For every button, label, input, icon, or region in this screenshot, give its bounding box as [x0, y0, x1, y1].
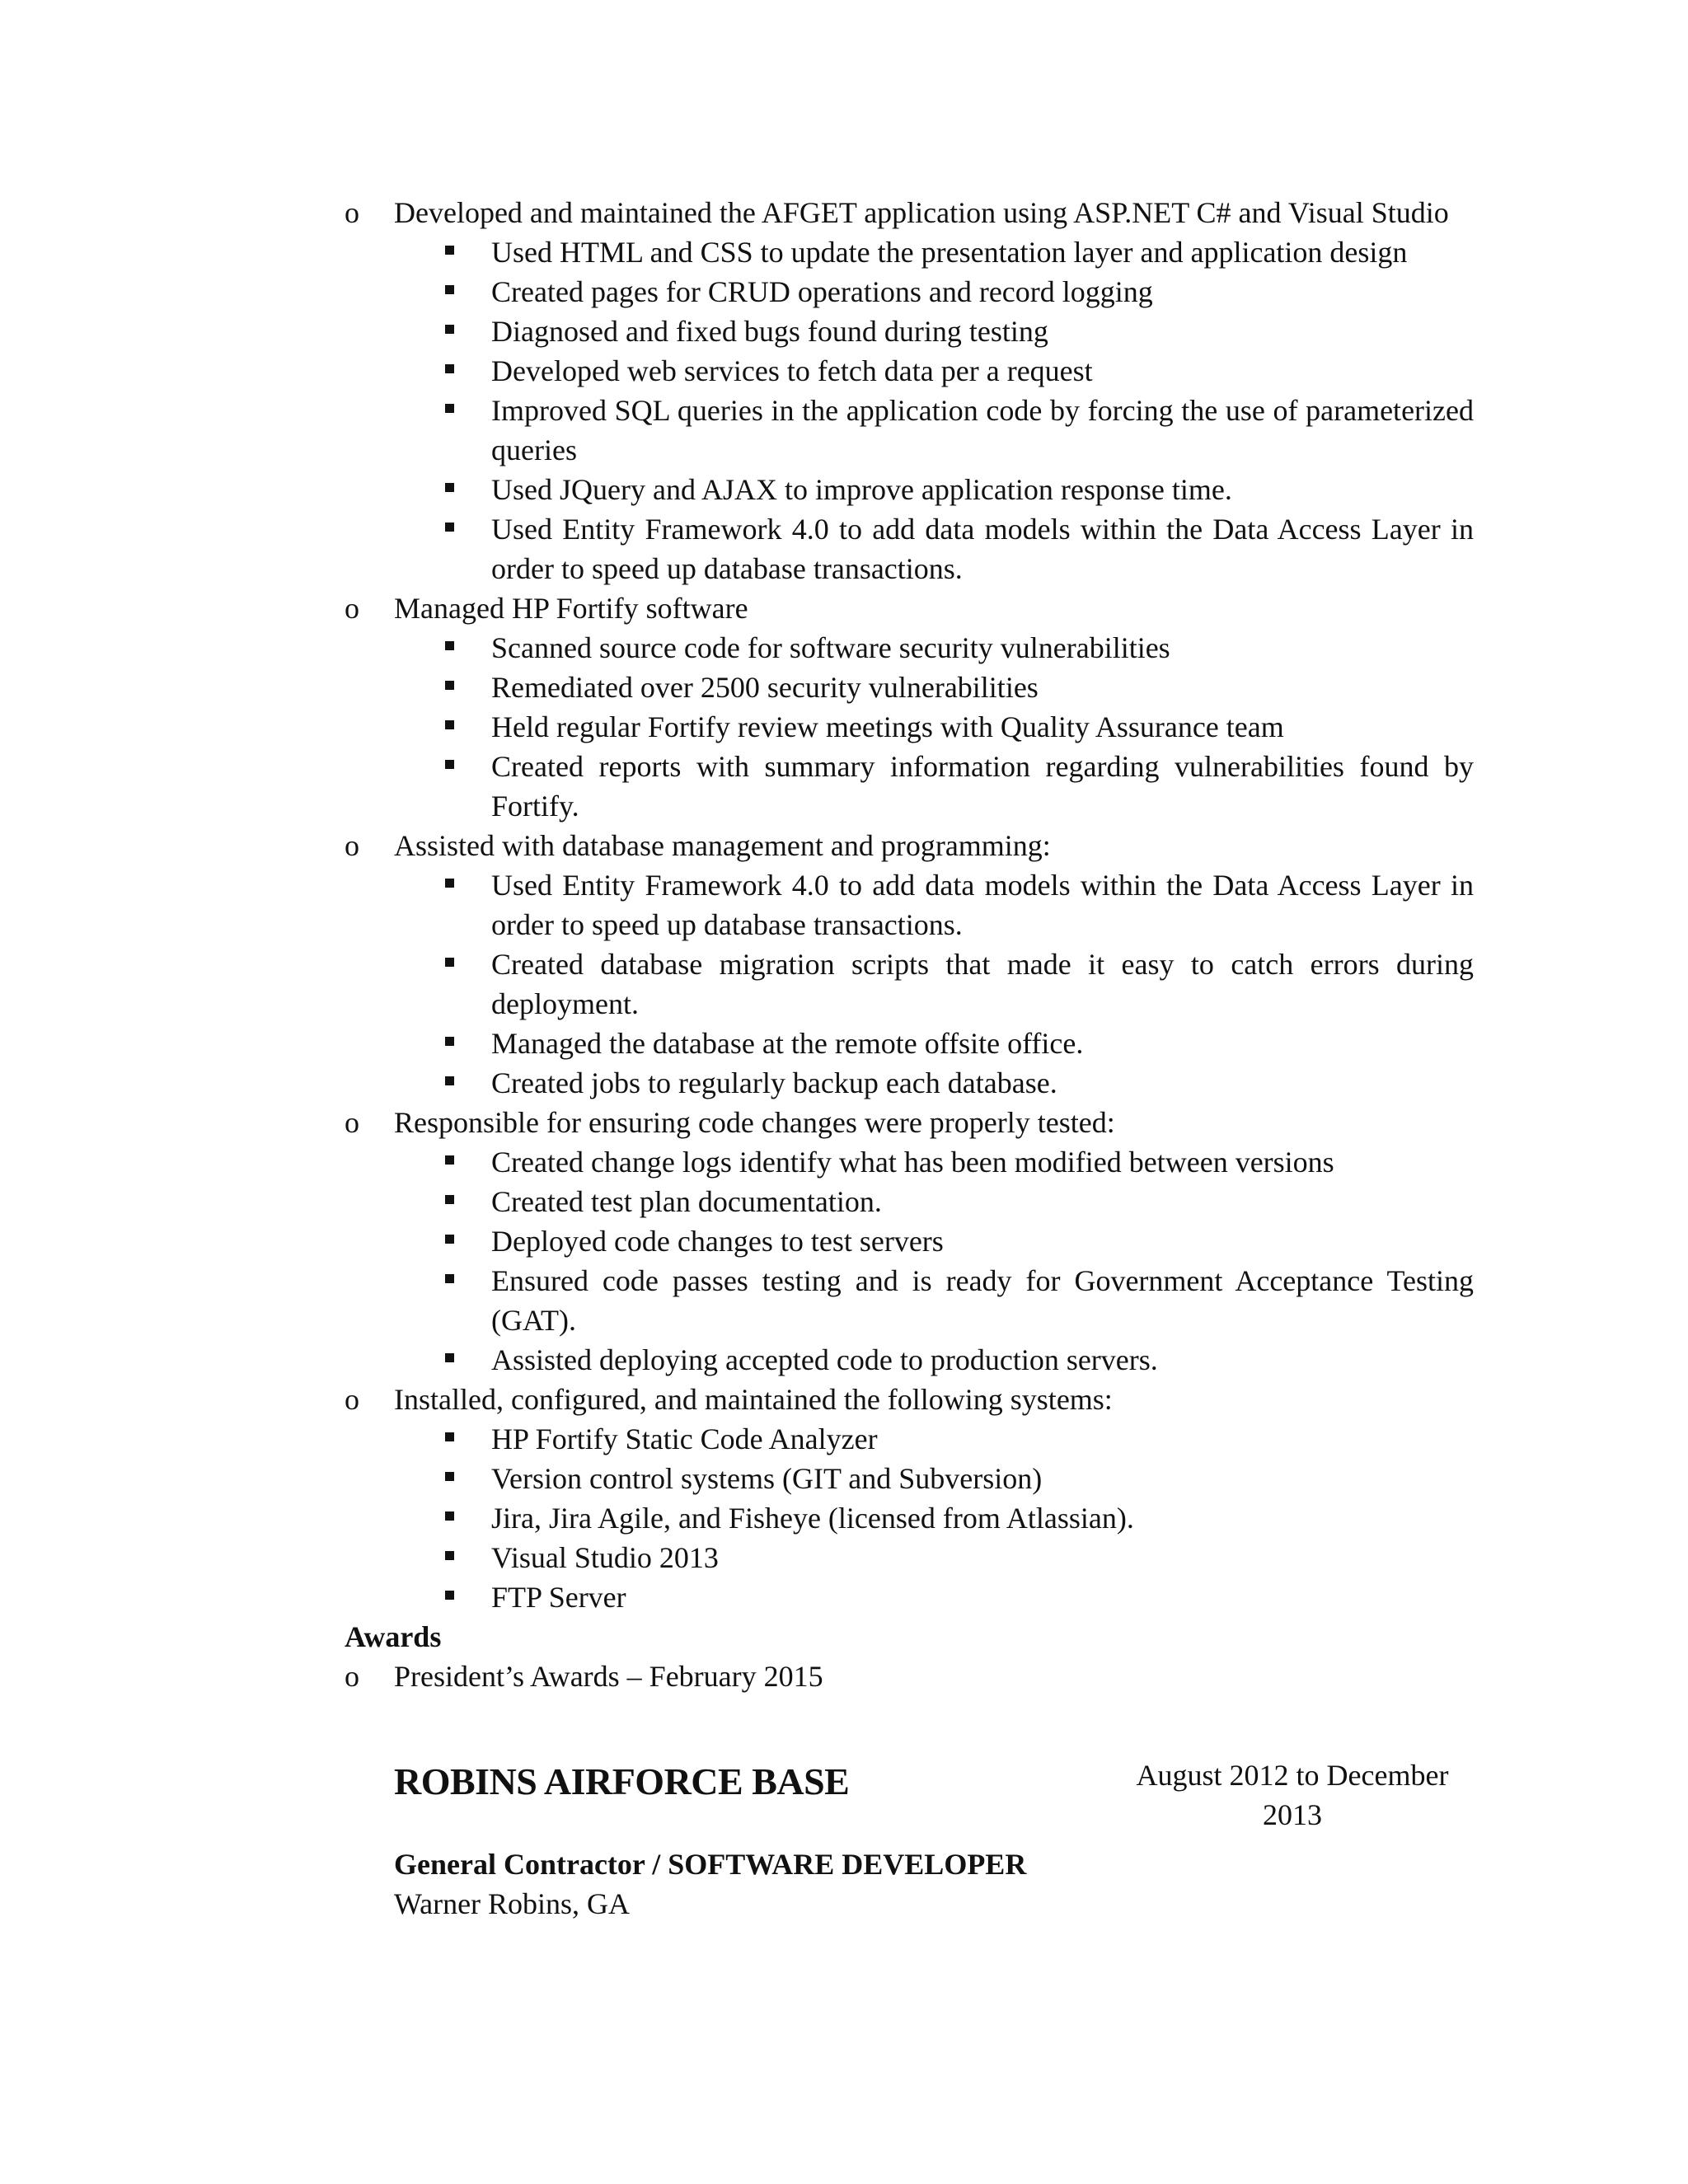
bullet-text: Held regular Fortify review meetings with Quality Assurance team — [491, 710, 1284, 743]
bullet-text: Used JQuery and AJAX to improve application response time. — [491, 473, 1232, 506]
job-title: General Contractor / SOFTWARE DEVELOPER — [394, 1848, 1027, 1881]
bullet-item — [442, 232, 1474, 272]
bullet-text: Managed the database at the remote offsite office. — [491, 1027, 1084, 1060]
bullet-text: Ensured code passes testing and is ready for Government Acceptance Testing (GAT). — [491, 1264, 1474, 1337]
square-bullet-icon — [445, 760, 454, 769]
circle-bullet-icon: o — [345, 1383, 359, 1416]
square-bullet-icon — [445, 641, 454, 650]
bullet-text: Assisted deploying accepted code to production servers. — [491, 1343, 1158, 1376]
experience-details — [345, 193, 1474, 1696]
bullet-item — [442, 1538, 1474, 1577]
bullet-text: Created reports with summary information regarding vulnerabilities found by Fortify. — [491, 750, 1474, 823]
award-item — [345, 1657, 1474, 1696]
bullet-item — [442, 509, 1474, 588]
section-heading: Managed HP Fortify software — [394, 592, 748, 625]
bullet-item — [442, 1063, 1474, 1103]
bullet-text: Used Entity Framework 4.0 to add data models within the Data Access Layer in order to speed up database transactions. — [491, 513, 1474, 585]
bullet-text: Created change logs identify what has been modified between versions — [491, 1146, 1334, 1179]
bullet-item — [442, 1024, 1474, 1063]
square-bullet-icon — [445, 364, 454, 373]
bullet-text: Diagnosed and fixed bugs found during testing — [491, 315, 1048, 348]
square-bullet-icon — [445, 1155, 454, 1165]
square-bullet-icon — [445, 483, 454, 492]
bullet-text: HP Fortify Static Code Analyzer — [491, 1422, 878, 1455]
section-heading: Responsible for ensuring code changes were properly tested: — [394, 1106, 1115, 1139]
section-heading: Installed, configured, and maintained the following systems: — [394, 1383, 1113, 1416]
bullet-item — [442, 1419, 1474, 1459]
square-bullet-icon — [445, 1274, 454, 1283]
bullet-text: Created pages for CRUD operations and record logging — [491, 275, 1153, 308]
square-bullet-icon — [445, 1037, 454, 1046]
bullet-item — [442, 628, 1474, 668]
bullet-item — [442, 1577, 1474, 1617]
square-bullet-icon — [445, 1432, 454, 1441]
circle-bullet-icon: o — [345, 1660, 359, 1693]
bullet-text: Visual Studio 2013 — [491, 1541, 719, 1574]
awards-list — [345, 1657, 1474, 1696]
bullet-text: Scanned source code for software security vulnerabilities — [491, 631, 1170, 664]
bullet-item — [442, 272, 1474, 312]
section-item — [345, 588, 1474, 628]
square-bullet-icon — [445, 523, 454, 532]
bullet-text: Created database migration scripts that made it easy to catch errors during deployment. — [491, 948, 1474, 1020]
square-bullet-icon — [445, 285, 454, 294]
awards-heading: Awards — [345, 1620, 442, 1653]
square-bullet-icon — [445, 1551, 454, 1560]
square-bullet-icon — [445, 958, 454, 967]
bullet-item — [442, 312, 1474, 351]
bullet-text: Used Entity Framework 4.0 to add data models within the Data Access Layer in order to speed up database transactions. — [491, 869, 1474, 941]
square-bullet-icon — [445, 325, 454, 334]
bullet-text: FTP Server — [491, 1581, 626, 1614]
circle-bullet-icon: o — [345, 829, 359, 862]
job-location: Warner Robins, GA — [394, 1887, 631, 1920]
bullet-text: Developed web services to fetch data per a request — [491, 354, 1093, 387]
section-item — [345, 1380, 1474, 1419]
square-bullet-icon — [445, 1076, 454, 1085]
bullet-text: Improved SQL queries in the application code by forcing the use of parameterized queries — [491, 394, 1474, 466]
circle-bullet-icon: o — [345, 1106, 359, 1139]
square-bullet-icon — [445, 1472, 454, 1481]
award-text: President’s Awards – February 2015 — [394, 1660, 823, 1693]
bullet-text: Remediated over 2500 security vulnerabilities — [491, 671, 1039, 704]
square-bullet-icon — [445, 1235, 454, 1244]
bullet-text: Deployed code changes to test servers — [491, 1225, 944, 1258]
bullet-item — [442, 865, 1474, 944]
section-item — [345, 193, 1474, 232]
section-item — [345, 826, 1474, 865]
square-bullet-icon — [445, 1353, 454, 1362]
bullet-item — [442, 1498, 1474, 1538]
bullet-item — [442, 668, 1474, 707]
circle-bullet-icon: o — [345, 196, 359, 229]
bullet-item — [442, 351, 1474, 391]
employer-name: ROBINS AIRFORCE BASE — [394, 1760, 850, 1802]
bullet-text: Created jobs to regularly backup each database. — [491, 1066, 1057, 1099]
employment-dates: August 2012 to December 2013 — [1136, 1759, 1449, 1831]
bullet-text: Used HTML and CSS to update the presentation layer and application design — [491, 236, 1408, 269]
responsibility-sections — [345, 193, 1474, 1617]
bullet-item — [442, 1261, 1474, 1340]
bullet-item — [442, 391, 1474, 470]
bullet-text: Jira, Jira Agile, and Fisheye (licensed from Atlassian). — [491, 1502, 1134, 1535]
square-bullet-icon — [445, 1195, 454, 1204]
bullet-item — [442, 1221, 1474, 1261]
bullet-text: Version control systems (GIT and Subversion) — [491, 1462, 1043, 1495]
section-heading: Developed and maintained the AFGET application using ASP.NET C# and Visual Studio — [394, 196, 1449, 229]
bullet-item — [442, 944, 1474, 1024]
bullet-text: Created test plan documentation. — [491, 1185, 882, 1218]
bullet-item — [442, 1340, 1474, 1380]
square-bullet-icon — [445, 681, 454, 690]
square-bullet-icon — [445, 1591, 454, 1600]
bullet-item — [442, 1182, 1474, 1221]
section-heading: Assisted with database management and programming: — [394, 829, 1051, 862]
bullet-item — [442, 707, 1474, 747]
bullet-item — [442, 747, 1474, 826]
square-bullet-icon — [445, 1511, 454, 1521]
bullet-item — [442, 1142, 1474, 1182]
square-bullet-icon — [445, 879, 454, 888]
square-bullet-icon — [445, 720, 454, 729]
bullet-item — [442, 1459, 1474, 1498]
square-bullet-icon — [445, 404, 454, 413]
circle-bullet-icon: o — [345, 592, 359, 625]
square-bullet-icon — [445, 246, 454, 255]
section-item — [345, 1103, 1474, 1142]
bullet-item — [442, 470, 1474, 509]
